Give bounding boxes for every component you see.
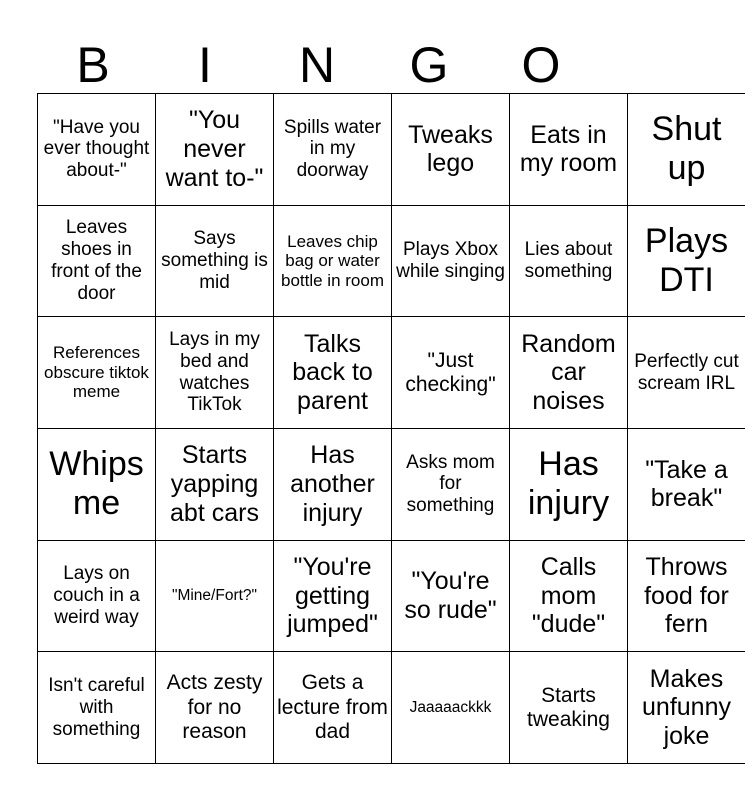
- header-letter-i: I: [198, 37, 212, 93]
- bingo-cell[interactable]: "You never want to-": [156, 94, 274, 206]
- bingo-cell[interactable]: Spills water in my doorway: [274, 94, 392, 206]
- bingo-cell[interactable]: Talks back to parent: [274, 317, 392, 429]
- bingo-cell[interactable]: "Just checking": [392, 317, 510, 429]
- board-row: [38, 317, 745, 429]
- bingo-cell[interactable]: "You're getting jumped": [274, 540, 392, 652]
- board-row: [38, 540, 745, 652]
- bingo-header: [37, 36, 708, 94]
- bingo-cell[interactable]: "Mine/Fort?": [156, 540, 274, 652]
- bingo-cell[interactable]: Leaves chip bag or water bottle in room: [274, 205, 392, 317]
- bingo-board: [37, 93, 745, 764]
- bingo-cell[interactable]: Whips me: [38, 428, 156, 540]
- bingo-cell[interactable]: Tweaks lego: [392, 94, 510, 206]
- header-letter-o: O: [521, 37, 561, 93]
- bingo-cell[interactable]: References obscure tiktok meme: [38, 317, 156, 429]
- header-letter-b: B: [76, 37, 110, 93]
- bingo-cell[interactable]: Jaaaaackkk: [392, 652, 510, 764]
- bingo-cell[interactable]: Random car noises: [510, 317, 628, 429]
- header-letter-n: N: [298, 37, 336, 93]
- bingo-cell[interactable]: "You're so rude": [392, 540, 510, 652]
- bingo-cell[interactable]: Has another injury: [274, 428, 392, 540]
- bingo-cell[interactable]: "Have you ever thought about-": [38, 94, 156, 206]
- bingo-cell[interactable]: Calls mom "dude": [510, 540, 628, 652]
- board-row: [38, 205, 745, 317]
- bingo-cell[interactable]: Starts tweaking: [510, 652, 628, 764]
- bingo-cell[interactable]: Perfectly cut scream IRL: [628, 317, 745, 429]
- bingo-cell[interactable]: Plays Xbox while singing: [392, 205, 510, 317]
- bingo-cell[interactable]: Leaves shoes in front of the door: [38, 205, 156, 317]
- bingo-cell[interactable]: Starts yapping abt cars: [156, 428, 274, 540]
- bingo-cell[interactable]: Asks mom for something: [392, 428, 510, 540]
- bingo-cell[interactable]: Acts zesty for no reason: [156, 652, 274, 764]
- bingo-cell[interactable]: Makes unfunny joke: [628, 652, 745, 764]
- bingo-cell[interactable]: "Take a break": [628, 428, 745, 540]
- bingo-cell[interactable]: Lies about something: [510, 205, 628, 317]
- bingo-cell[interactable]: Eats in my room: [510, 94, 628, 206]
- bingo-cell[interactable]: Has injury: [510, 428, 628, 540]
- header-letter-g: G: [409, 37, 449, 93]
- board-row: [38, 94, 745, 206]
- bingo-cell[interactable]: Gets a lecture from dad: [274, 652, 392, 764]
- bingo-cell[interactable]: Lays on couch in a weird way: [38, 540, 156, 652]
- bingo-cell[interactable]: Plays DTI: [628, 205, 745, 317]
- bingo-cell[interactable]: Lays in my bed and watches TikTok: [156, 317, 274, 429]
- bingo-cell[interactable]: Shut up: [628, 94, 745, 206]
- bingo-cell[interactable]: Isn't careful with something: [38, 652, 156, 764]
- bingo-cell[interactable]: Says something is mid: [156, 205, 274, 317]
- board-row: [38, 428, 745, 540]
- board-row: [38, 652, 745, 764]
- bingo-cell[interactable]: Throws food for fern: [628, 540, 745, 652]
